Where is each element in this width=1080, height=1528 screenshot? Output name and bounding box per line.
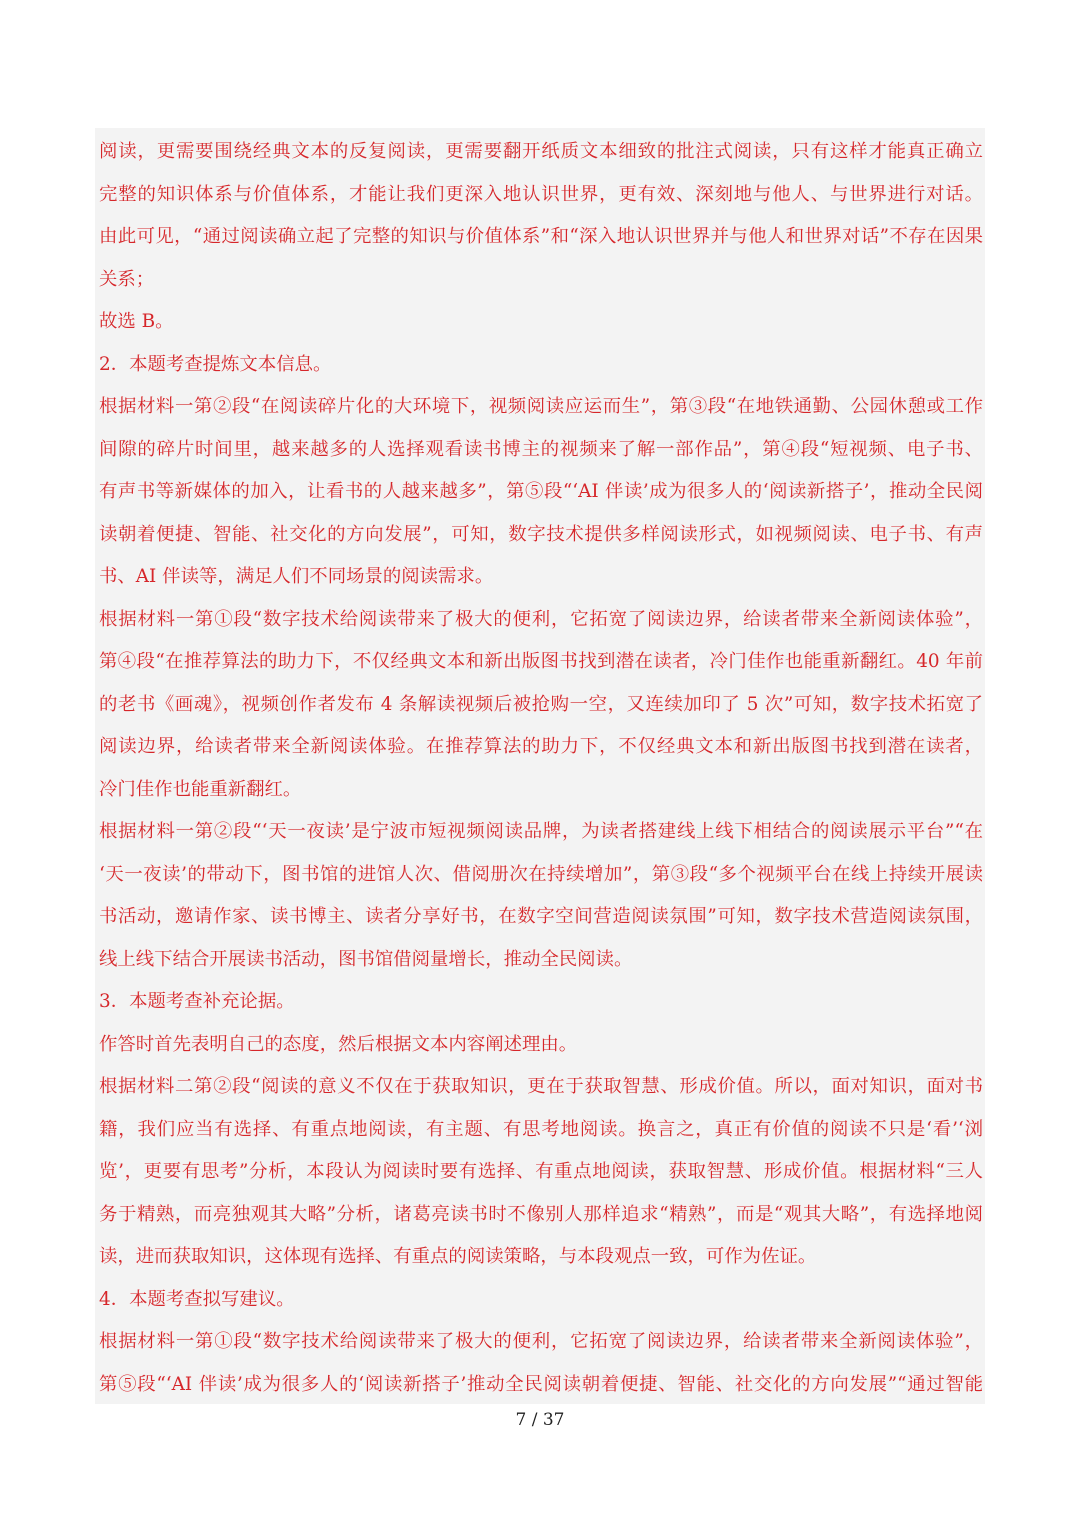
explanation-text: [99, 131, 983, 1406]
text-line: 作答时首先表明自己的态度，然后根据文本内容阐述理由。: [99, 1033, 578, 1055]
text-line: 阅读，更需要围绕经典文本的反复阅读，更需要翻开纸质文本细致的批注式阅读，只有这样才能真正确立: [99, 141, 983, 162]
text-line: 4．本题考查拟写建议。: [99, 1288, 295, 1310]
text-line: 书活动，邀请作家、读书博主、读者分享好书，在数字空间营造阅读氛围”可知，数字技术营造阅读氛围，: [99, 906, 983, 927]
text-line: 间隙的碎片时间里，越来越多的人选择观看读书博主的视频来了解一部作品”，第④段“短视频、电子书、: [99, 438, 983, 460]
text-line: 阅读边界，给读者带来全新阅读体验。在推荐算法的助力下，不仅经典文本和新出版图书找到潜在读者，: [99, 736, 983, 757]
text-line: 故选 B。: [99, 311, 174, 332]
text-line: 的老书《画魂》，视频创作者发布 4 条解读视频后被抢购一空，又连续加印了 5 次”可知，数字技术拓宽了: [99, 693, 983, 715]
text-line: 书、AI 伴读等，满足人们不同场景的阅读需求。: [99, 566, 494, 587]
text-line: 根据材料一第①段“数字技术给阅读带来了极大的便利，它拓宽了阅读边界，给读者带来全新阅读体验”，: [99, 608, 983, 630]
text-line: 读朝着便捷、智能、社交化的方向发展”，可知，数字技术提供多样阅读形式，如视频阅读、电子书、有声: [99, 523, 983, 545]
text-line: 根据材料一第②段“在阅读碎片化的大环境下，视频阅读应运而生”，第③段“在地铁通勤、公园休憩或工作: [99, 396, 983, 417]
text-line: 籍，我们应当有选择、有重点地阅读，有主题、有思考地阅读。换言之，真正有价值的阅读不只是‘看’‘浏: [99, 1118, 983, 1140]
text-line: 有声书等新媒体的加入，让看书的人越来越多”，第⑤段“‘AI 伴读’成为很多人的‘阅读新搭子’，推动全民阅: [99, 481, 983, 502]
text-line: 3．本题考查补充论据。: [99, 991, 295, 1012]
text-line: 完整的知识体系与价值体系，才能让我们更深入地认识世界，更有效、深刻地与他人、与世界进行对话。: [99, 183, 983, 205]
text-line: 读，进而获取知识，这体现有选择、有重点的阅读策略，与本段观点一致，可作为佐证。: [99, 1246, 817, 1267]
text-line: 线上线下结合开展读书活动，图书馆借阅量增长，推动全民阅读。: [99, 948, 633, 970]
page-number: 7 / 37: [515, 1410, 565, 1430]
text-line: 冷门佳作也能重新翻红。: [99, 778, 302, 800]
text-line: 关系；: [99, 268, 155, 290]
text-line: 览’，更要有思考”分析，本段认为阅读时要有选择、有重点地阅读，获取智慧、形成价值。根据材料“三人: [99, 1161, 983, 1182]
text-line: 第④段“在推荐算法的助力下，不仅经典文本和新出版图书找到潜在读者，冷门佳作也能重新翻红。40 年前: [99, 651, 983, 672]
text-line: 务于精熟，而亮独观其大略”分析，诸葛亮读书时不像别人那样追求“精熟”，而是“观其大略”，有选择地阅: [99, 1203, 983, 1225]
text-line: 第⑤段“‘AI 伴读’成为很多人的‘阅读新搭子’推动全民阅读朝着便捷、智能、社交化的方向发展”“通过智能: [99, 1373, 983, 1395]
text-line: 根据材料一第①段“数字技术给阅读带来了极大的便利，它拓宽了阅读边界，给读者带来全新阅读体验”，: [99, 1331, 983, 1352]
text-line: 由此可见，“通过阅读确立起了完整的知识与价值体系”和“深入地认识世界并与他人和世界对话”不存在因果: [99, 226, 983, 247]
text-line: ‘天一夜读’的带动下，图书馆的进馆人次、借阅册次在持续增加”，第③段“多个视频平台在线上持续开展读: [99, 863, 983, 885]
text-line: 根据材料二第②段“阅读的意义不仅在于获取知识，更在于获取智慧、形成价值。所以，面对知识，面对书: [99, 1076, 983, 1097]
text-line: 根据材料一第②段“‘天一夜读’是宁波市短视频阅读品牌，为读者搭建线上线下相结合的阅读展示平台”“在: [99, 821, 983, 842]
text-line: 2．本题考查提炼文本信息。: [99, 353, 332, 375]
